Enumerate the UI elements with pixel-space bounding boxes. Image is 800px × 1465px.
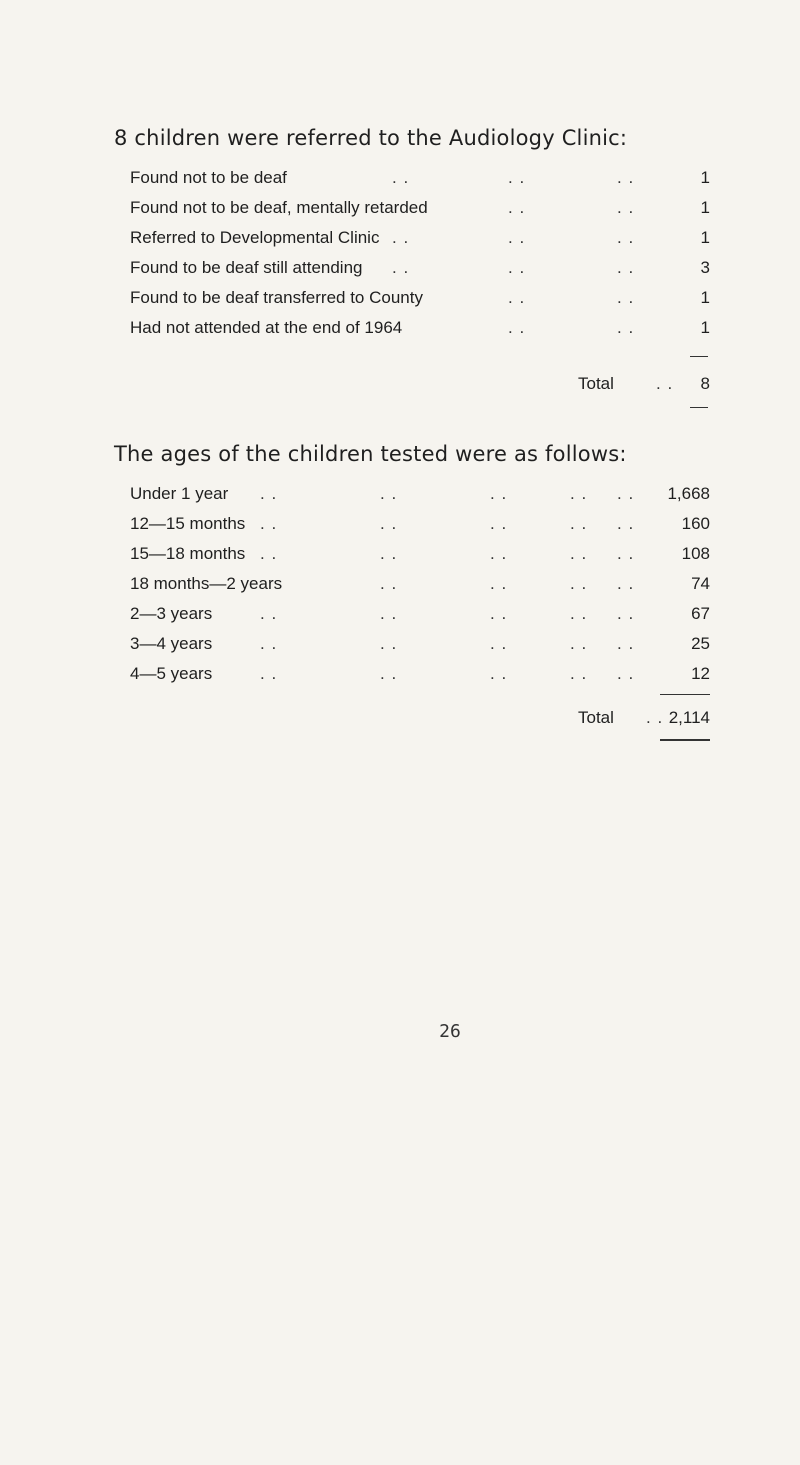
row-label: 4—5 years (130, 664, 213, 683)
row-label: Under 1 year (130, 484, 229, 503)
total-label: Total (578, 708, 614, 727)
table-row: Found to be deaf still attending . . . . . . 3 (130, 258, 710, 277)
table-row: 12—15 months . . . . . . . . . . 160 (130, 514, 710, 533)
table-row: 18 months—2 years . . . . . . . . 74 (130, 574, 710, 593)
row-value: 1 (700, 168, 710, 187)
divider (690, 356, 708, 357)
row-label: 12—15 months (130, 514, 246, 533)
row-label: Found not to be deaf (130, 168, 287, 187)
row-label: 2—3 years (130, 604, 213, 623)
table-row: Had not attended at the end of 1964 . . . . 1 (130, 318, 710, 337)
row-label: Had not attended at the end of 1964 (130, 318, 403, 337)
table-row: Found not to be deaf, mentally retarded . . . . 1 (130, 198, 710, 217)
row-label: 18 months—2 years (130, 574, 283, 593)
row-label: 3—4 years (130, 634, 213, 653)
section1-heading: 8 children were referred to the Audiology Clinic: (114, 126, 628, 150)
row-value: 108 (681, 544, 710, 563)
row-value: 74 (691, 574, 710, 593)
row-value: 3 (700, 258, 710, 277)
row-value: 1 (700, 228, 710, 247)
total-value: 2,114 (668, 708, 710, 727)
row-value: 160 (681, 514, 710, 533)
table-row: Found not to be deaf . . . . . . 1 (130, 168, 710, 187)
divider (690, 407, 708, 408)
row-label: Found not to be deaf, mentally retarded (130, 198, 428, 217)
row-value: 1 (700, 198, 710, 217)
table-row: Found to be deaf transferred to County . . . . 1 (130, 288, 710, 307)
row-value: 67 (691, 604, 710, 623)
page-number: 26 (439, 1021, 461, 1042)
table-row: 15—18 months . . . . . . . . . . 108 (130, 544, 710, 563)
section2-heading: The ages of the children tested were as follows: (114, 442, 627, 466)
row-label: Found to be deaf transferred to County (130, 288, 423, 307)
table-row: 4—5 years . . . . . . . . . . 12 (130, 664, 710, 683)
table-row: Under 1 year . . . . . . . . . . 1,668 (130, 484, 710, 503)
row-value: 1 (700, 318, 710, 337)
row-value: 12 (691, 664, 710, 683)
divider (660, 694, 710, 695)
total-value: 8 (700, 374, 710, 393)
table-row: 3—4 years . . . . . . . . . . 25 (130, 634, 710, 653)
row-value: 25 (691, 634, 710, 653)
total-label: Total (578, 374, 614, 393)
divider (660, 739, 710, 741)
table-row: 2—3 years . . . . . . . . . . 67 (130, 604, 710, 623)
row-label: Found to be deaf still attending (130, 258, 363, 277)
table-row: Referred to Developmental Clinic . . . . . . 1 (130, 228, 710, 247)
row-value: 1 (700, 288, 710, 307)
row-value: 1,668 (667, 484, 710, 503)
row-label: Referred to Developmental Clinic (130, 228, 380, 247)
row-label: 15—18 months (130, 544, 246, 563)
